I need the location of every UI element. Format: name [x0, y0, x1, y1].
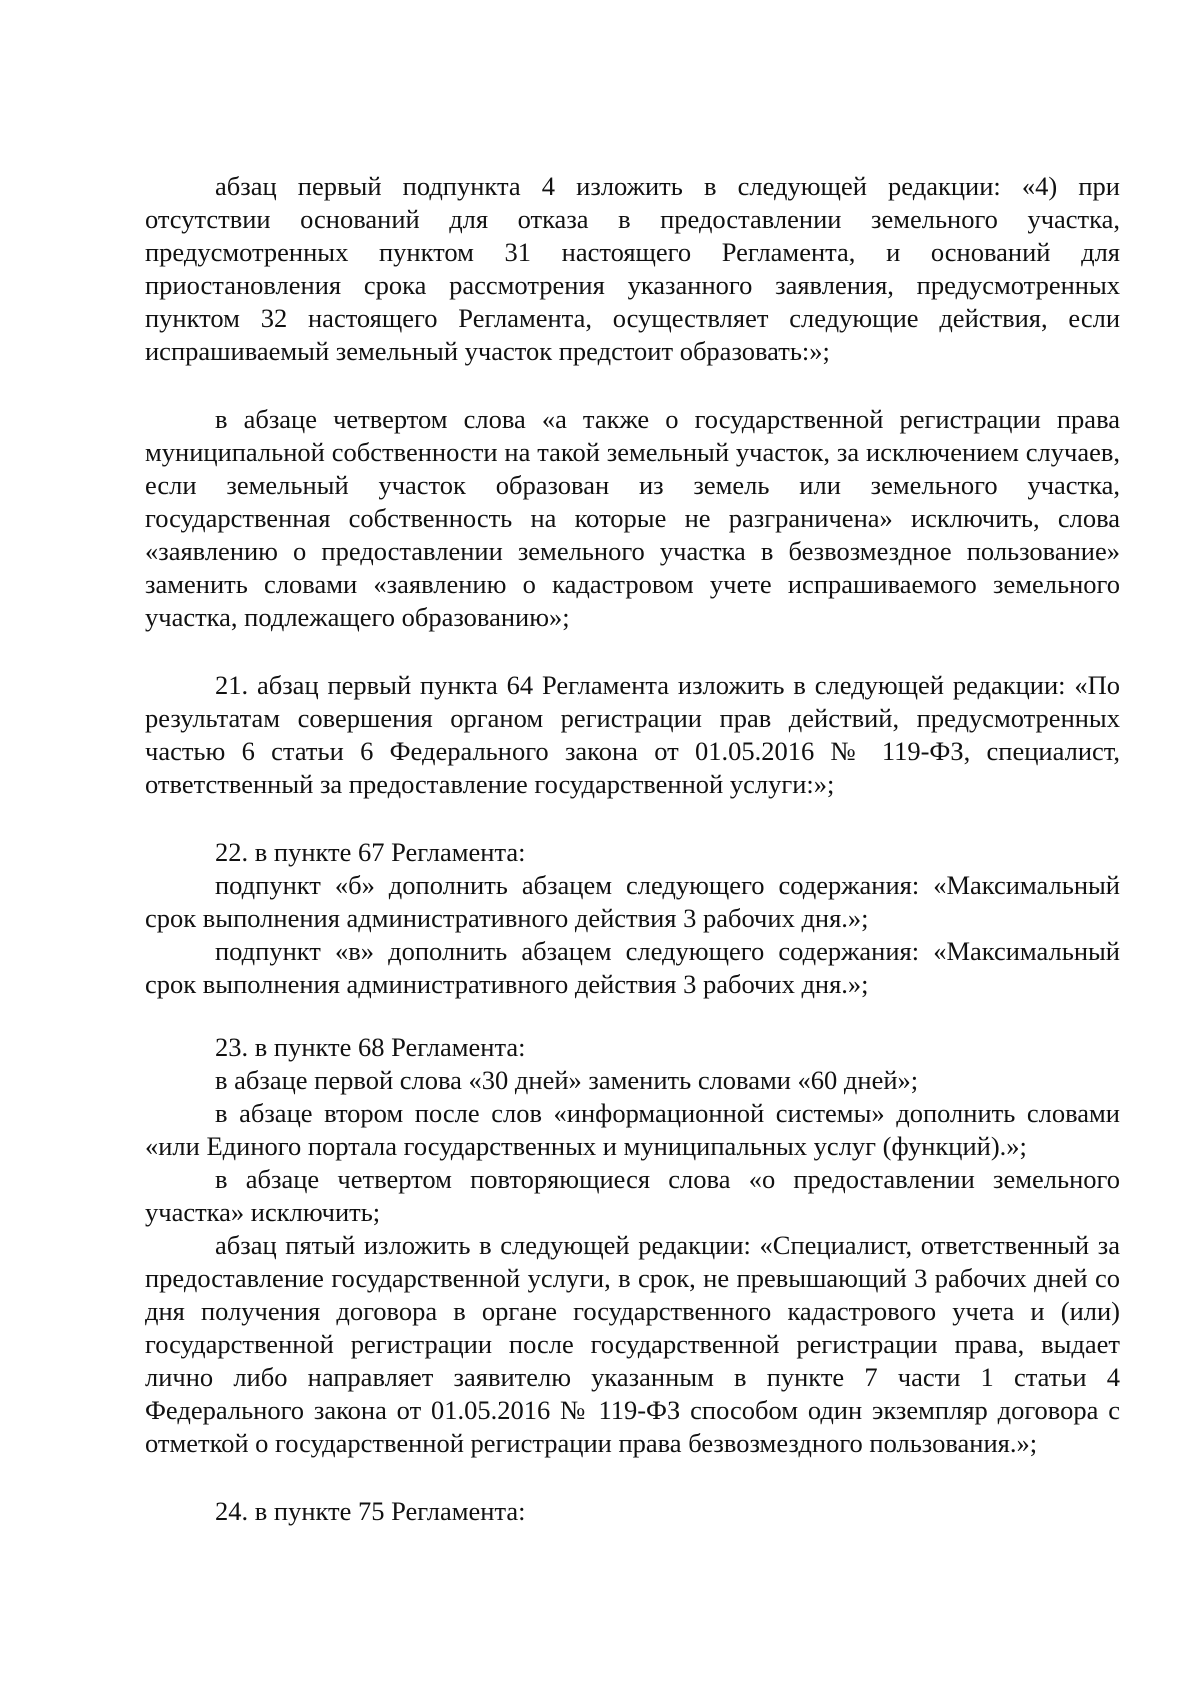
paragraph-item-24: 24. в пункте 75 Регламента:	[215, 1496, 526, 1526]
paragraph-item-23: 23. в пункте 68 Регламента:	[215, 1032, 526, 1062]
paragraph-item-23-abzac-5: абзац пятый изложить в следующей редакции: «Специалист, ответственный за предоставление государственной услуги, в срок, не превышающий 3 рабочих дней со дня получения договора в органе государственного кадастрового учета и (или) государственной регистрации после государственной регистрации права, выдает лично либо направляет заявителю указанным в пункте 7 части 1 статьи 4 Федерального закона от 01.05.2016 № 119-ФЗ способом один экземпляр договора с отметкой о государственной регистрации права безвозмездного пользования.»;	[145, 1230, 1120, 1458]
paragraph-abzac-4: в абзаце четвертом слова «а также о государственной регистрации права муниципальной собственности на такой земельный участок, за исключением случаев, если земельный участок образован из земель или земельного участка, государственная собственность на которые не разграничена» исключить, слова «заявлению о предоставлении земельного участка в безвозмездное пользование» заменить словами «заявлению о кадастровом учете испрашиваемого земельного участка, подлежащего образованию»;	[145, 404, 1120, 632]
document-page	[145, 170, 1120, 1528]
paragraph-item-22-sub-b: подпункт «б» дополнить абзацем следующего содержания: «Максимальный срок выполнения административного действия 3 рабочих дня.»;	[145, 870, 1120, 933]
paragraph-item-23-abzac-2: в абзаце втором после слов «информационной системы» дополнить словами «или Единого портала государственных и муниципальных услуг (функций).»;	[145, 1098, 1120, 1161]
paragraph-item-23-abzac-4: в абзаце четвертом повторяющиеся слова «о предоставлении земельного участка» исключить;	[145, 1164, 1120, 1227]
paragraph-item-22: 22. в пункте 67 Регламента:	[215, 837, 526, 867]
paragraph-item-21: 21. абзац первый пункта 64 Регламента изложить в следующей редакции: «По результатам совершения органом регистрации прав действий, предусмотренных частью 6 статьи 6 Федерального закона от 01.05.2016 № 119-ФЗ, специалист, ответственный за предоставление государственной услуги:»;	[145, 670, 1120, 799]
paragraph-item-22-sub-v: подпункт «в» дополнить абзацем следующего содержания: «Максимальный срок выполнения административного действия 3 рабочих дня.»;	[145, 936, 1120, 999]
paragraph-subpoint-4: абзац первый подпункта 4 изложить в следующей редакции: «4) при отсутствии оснований для отказа в предоставлении земельного участка, предусмотренных пунктом 31 настоящего Регламента, и оснований для приостановления срока рассмотрения указанного заявления, предусмотренных пунктом 32 настоящего Регламента, осуществляет следующие действия, если испрашиваемый земельный участок предстоит образовать:»;	[145, 171, 1120, 366]
paragraph-item-23-abzac-1: в абзаце первой слова «30 дней» заменить словами «60 дней»;	[215, 1065, 919, 1095]
